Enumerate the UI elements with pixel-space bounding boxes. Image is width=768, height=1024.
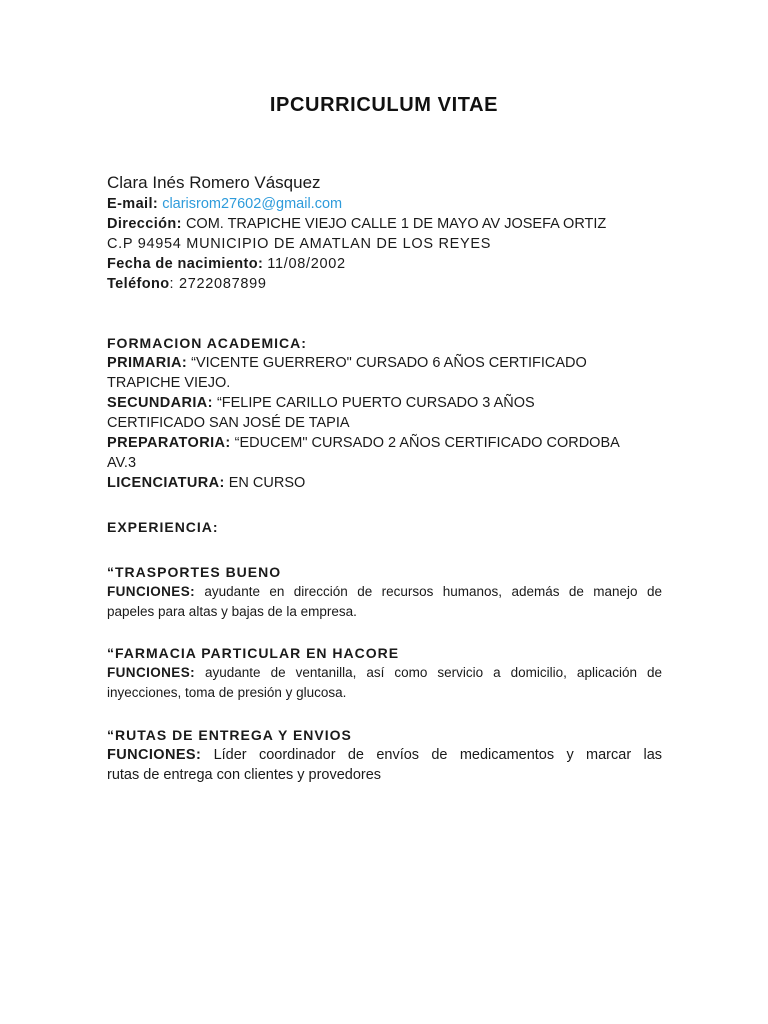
address-label: Dirección: <box>107 216 182 232</box>
birth-row <box>107 254 662 274</box>
secundaria-line1: “FELIPE CARILLO PUERTO CURSADO 3 AÑOS <box>216 395 535 411</box>
job2-line2: inyecciones, toma de presión y glucosa. <box>107 685 347 700</box>
licenciatura-value: EN CURSO <box>228 475 306 491</box>
licenciatura-label: LICENCIATURA: <box>107 475 225 491</box>
phone-label: Teléfono <box>107 276 170 292</box>
job3-functions-label: FUNCIONES: <box>107 747 202 763</box>
secundaria-label: SECUNDARIA: <box>107 395 213 411</box>
address-line1: COM. TRAPICHE VIEJO CALLE 1 DE MAYO AV JOSEFA ORTIZ <box>185 216 607 232</box>
preparatoria-row <box>107 433 662 453</box>
document-title: IPCURRICULUM VITAE <box>269 94 499 116</box>
primaria-label: PRIMARIA: <box>107 355 188 371</box>
email-label: E-mail: <box>107 196 159 212</box>
experience-heading: EXPERIENCIA: <box>107 519 219 535</box>
job1-line2: papeles para altas y bajas de la empresa. <box>107 604 357 619</box>
primaria-line2: TRAPICHE VIEJO. <box>107 375 231 391</box>
licenciatura-row <box>107 473 662 493</box>
job3-description <box>107 745 662 785</box>
primaria-line1: “VICENTE GUERRERO" CURSADO 6 AÑOS CERTIFICADO <box>191 355 587 371</box>
phone-row <box>107 274 662 294</box>
education-section <box>107 333 662 493</box>
experience-item-3 <box>107 725 662 785</box>
secundaria-row <box>107 393 662 413</box>
preparatoria-label: PREPARATORIA: <box>107 435 231 451</box>
secundaria-line2: CERTIFICADO SAN JOSÉ DE TAPIA <box>107 415 350 431</box>
job2-description <box>107 663 662 703</box>
experience-section <box>107 517 662 537</box>
person-name: Clara Inés Romero Vásquez <box>107 173 321 192</box>
preparatoria-line2: AV.3 <box>107 455 137 471</box>
job1-description <box>107 582 662 622</box>
phone-number: : 2722087899 <box>169 276 267 292</box>
job3-title: “RUTAS DE ENTREGA Y ENVIOS <box>107 727 352 743</box>
address-line2: C.P 94954 MUNICIPIO DE AMATLAN DE LOS REYES <box>107 236 492 252</box>
experience-item-1 <box>107 562 662 622</box>
email-link[interactable]: clarisrom27602@gmail.com <box>162 196 343 212</box>
birth-label: Fecha de nacimiento: <box>107 256 264 272</box>
primaria-row <box>107 353 662 373</box>
experience-item-2 <box>107 643 662 703</box>
job2-title: “FARMACIA PARTICULAR EN HACORE <box>107 645 400 661</box>
email-row <box>107 194 662 214</box>
job3-line1: Líder coordinador de envíos de medicamentos y marcar las <box>213 747 663 763</box>
job1-title: “TRASPORTES BUENO <box>107 564 282 580</box>
education-heading: FORMACION ACADEMICA: <box>107 335 307 351</box>
birth-date: 11/08/2002 <box>267 256 346 272</box>
job1-functions-label: FUNCIONES: <box>107 584 195 599</box>
address-row <box>107 214 662 234</box>
preparatoria-line1: “EDUCEM" CURSADO 2 AÑOS CERTIFICADO CORDOBA <box>234 435 620 451</box>
job2-line1: ayudante de ventanilla, así como servicio a domicilio, aplicación de <box>205 665 662 680</box>
job1-line1: ayudante en dirección de recursos humanos, además de manejo de <box>204 584 662 599</box>
personal-info <box>107 172 662 294</box>
job2-functions-label: FUNCIONES: <box>107 665 195 680</box>
job3-line2: rutas de entrega con clientes y provedores <box>107 767 382 783</box>
